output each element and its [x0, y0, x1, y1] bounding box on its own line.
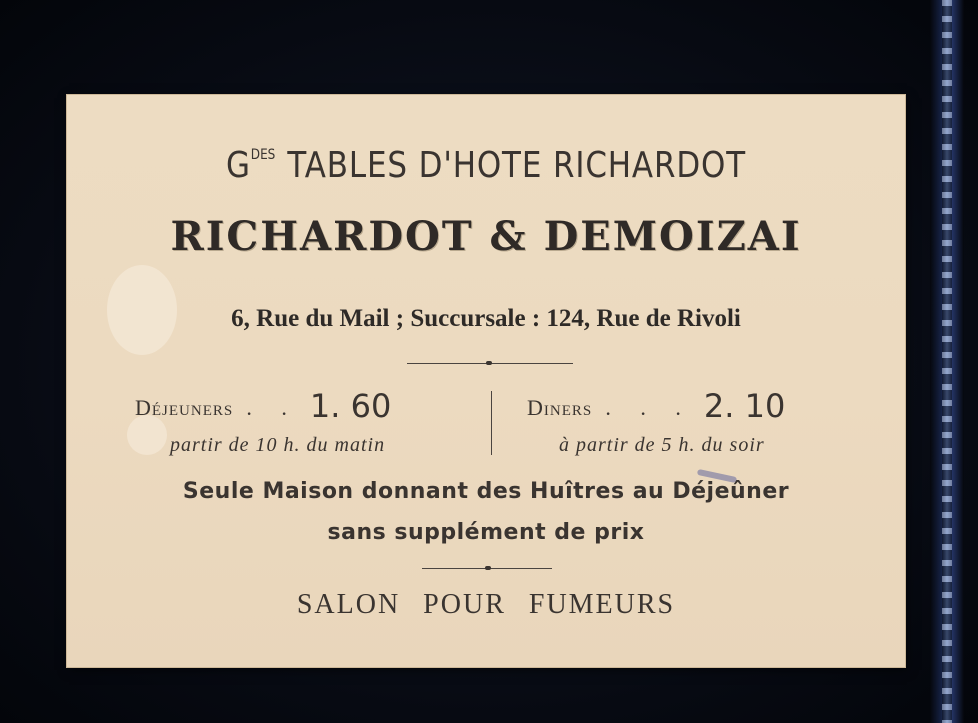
dinner-hours: à partir de 5 h. du soir — [559, 434, 765, 456]
film-sleeve-edge — [930, 0, 964, 723]
oysters-offer-line-2: sans supplément de prix — [327, 520, 645, 545]
divider-ornament — [485, 566, 491, 570]
lunch-price-line — [135, 387, 391, 425]
menu-vertical-divider — [491, 391, 492, 455]
card-title — [126, 145, 847, 186]
dinner-price-line — [527, 387, 785, 425]
trade-card — [67, 95, 905, 667]
title-text: TABLES D'HOTE RICHARDOT — [287, 145, 747, 186]
divider-ornament — [486, 361, 492, 365]
oysters-offer-line-1: Seule Maison donnant des Huîtres au Déjeûner — [182, 479, 790, 504]
address: 6, Rue du Mail ; Succursale : 124, Rue de Rivoli — [231, 305, 741, 332]
lunch-leader-dots: . . — [246, 395, 299, 420]
lunch-hours: partir de 10 h. du matin — [170, 434, 386, 456]
dinner-label: Diners — [527, 395, 593, 420]
title-prefix-superscript: DES — [250, 147, 276, 163]
dinner-price: 2. 10 — [703, 387, 786, 425]
smoking-salon: SALON POUR FUMEURS — [296, 589, 676, 620]
dinner-leader-dots: . . . — [605, 395, 693, 420]
firm-name: RICHARDOT & DEMOIZAI — [170, 213, 802, 260]
lunch-price: 1. 60 — [309, 387, 392, 425]
title-prefix: G — [225, 145, 251, 186]
lunch-label: Déjeuners — [135, 395, 234, 420]
